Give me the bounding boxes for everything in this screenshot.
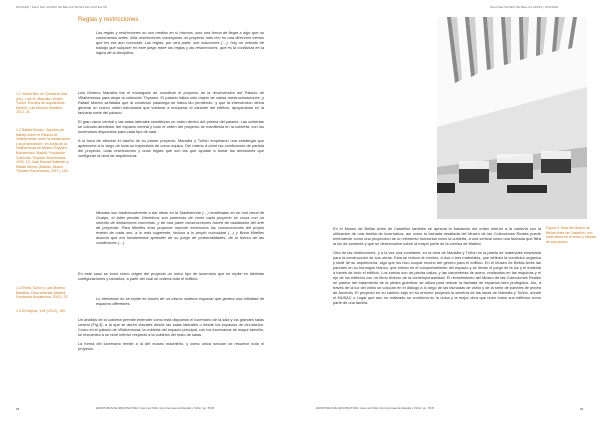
side-note-3: 1.3 Emilio Tuñón y Luis Moreno Mansilla, Casa abiertas (Madrid: Fundación Arquitectos, 2002), 23.	[16, 286, 69, 300]
side-note-4: 1.4 Di Dioppa, 'Leil' (2012), 189.	[16, 309, 66, 313]
section-heading: Reglas y restricciones	[78, 16, 139, 23]
closing-quote: Lo elemental no se repite en través de un mismo sistema espacial que genera una infinidad de espacios diferentes.	[96, 296, 264, 306]
side-note-2: 1.2 Rafael Moneo, 'Apuntes de trabajo sobre el Palacio de Villahermosa: entre la restauración y la proyectación', en Actas de la Villahermosa de Museo Thyssen-Bornemisza, Madrid, Fundación Colección Thyssen-Bornemisza, 1992, 13; José Manuel Ballester y Rafael Moneo (Madrid: Museo Thyssen-Bornemisza, 2017), 146.	[16, 128, 71, 174]
body-column	[333, 226, 541, 309]
side-note-1: 1.1 Véase libro en Quintana Vida (ed.), Luis M. Mansilla / Emilio Tuñón. Escritos de arquitectura, Madrid, Luis Moreno Mansilla, 2012, 24.	[16, 92, 68, 115]
paragraph-3: A la hora de afrontar el diseño de su primer proyecto, Mansilla y Tuñón emplearon una estrategia que aparecería a lo largo de toda su trayectoria de como equipo. Del mismo a priori las condiciones de partida del proyecto, unas restricciones y unas reglas que son las que ayudan a tomar las decisiones que configuran la obra de arquitectura:	[78, 138, 264, 158]
running-head: DOSSIER | SALA DEL MUSEO DE BELLAS ARTES DE CASTELLÓN	[16, 6, 108, 9]
paragraph-6: La forma del lucernario remite a la del museo madrileño, y como única sección se resuelve todo el proyecto.	[78, 341, 264, 351]
museum-interior-photo	[437, 17, 587, 219]
page-footer: ESCRITURAS DE ARQUITECTURA | José Luis Tuñón: El primer paso de Mansilla y Tuñón | pp. 78-95	[316, 407, 434, 410]
page-number: 89	[580, 407, 584, 411]
running-head: SALA DEL MUSEO DE BELLAS ARTES | DOSSIER	[490, 6, 559, 9]
paragraph-2: El gran vacío central y las salas laterales constituían un orden dentro del prisma del palacio. Las cubiertas se colocan alrededor del espacio central y todo el orden del proyecto se manifiesta en la cubierta, con los lucernarios dispuestos para cada tipo de sala.	[78, 119, 264, 134]
paragraph-1: En el Museo de Bellas Artes de Castellón también se aprecia la traslación del orden interior a la cubierta con la utilización de una familia de lucernarios, así como la fachada resaltada del Museo de las Colecciones Reales puede entenderse como una proyección de un elemento horizontal como la cubierta, a una vertical como una fachada que filtra la luz de poniente y que se desenvuelve sobre la mayor parte de la cornisa de Madrid.	[333, 226, 541, 246]
museum-interior-illustration	[437, 17, 587, 219]
right-page	[300, 0, 600, 424]
body-column	[78, 90, 264, 162]
page-number: 88	[16, 407, 20, 411]
paragraph-4: En este caso se tomó como origen del proyecto un único tipo de lucernario que se repite en distintas configuraciones y tamaños, a partir del cual se ordena todo el edificio.	[78, 271, 264, 281]
intro-quote: Las reglas y restricciones no son medios en sí mismos, sino una forma de llegar a algo que no conocíamos antes. Más restricciones conseguían un proyecto más rico en una dirección menos que les era aún conocida. Las reglas, por otra parte, son soluciones (…). Hay un método de trabajo que subyace en este juego entre las reglas y las restricciones, que es la confianza en la lógica de la disciplina.	[96, 30, 264, 55]
page-footer: ESCRITURAS DE ARQUITECTURA | José Luis Tuñón: El primer paso de Mansilla y Tuñón | pp. 78-95	[96, 407, 214, 410]
body-column-2	[78, 271, 264, 285]
photo-caption: Figura 3. Sala del Museo de Bellas Artes de Castellón, con lucernarios en el techo y vitrinas de exposición.	[546, 226, 596, 244]
block-quote: Miradas son tradicionalmente a dar ideas en la Stadelshuhe (…) moldeadas en un mal cenal de Ovalpo, el taller peralta. Genéticos son potencias de cómo cada proyecto se cruza con un sencillo de limitaciones concretas, y de otra parte construcciones hacen de catalizador del arte de proyectar. Para Mirelles eran proponer reponer extensivos las construcciones del propio evento de cada uno, a lo más sugerente, incluso a lo propio curiosidad (…) y Brina Mirelles asumía que era fundamental aprender de su juego de potencialidades, de la fuerza de las condiciones (…).	[96, 210, 264, 245]
body-column-3	[78, 317, 264, 355]
paragraph-2: Otra de las restricciones, y a la vez una constante, en la obra de Mansilla y Tuñón es la paleta de materiales empleada para la construcción de sus obras. Esta se reduce al mínimo, a dos o tres materiales, que definen la condición orgánica y táctil de su arquitectura, algo que los hizo ocupar mucho del género para el edificio. En el Museo de Bellas Artes las paredes en su hormigón blanco, que entran en el comportamiento del espacio y se llevan el juego de la luz y el material a través de todo el edificio. Los suelos son de piedra caliza, y las carpinterías de acero, realizados en las esquinas y el eje de los edificios con un ritmo diverso de la contemporaneidad. El revestimiento del Museo de las Colecciones Reales se parece del tratamiento de la piedra granítica, se utiliza para reducir la fachada de espacios bien protegidos. Así, a través de la luz del vidrio se colocan en el diálogo a lo largo de las fachadas de vidrio y de la serie de paneles de piedra de Anchofa. El proyecto en su camino bajo en su entorno proyecta la simetría de las ideas de Mansilla y Tuñón, donde el MUSAC o Lugar que aún no realizado se conforma en la única y la mejor obra que unen todos sus edificios como parte de una familia.	[333, 250, 541, 305]
paragraph-5: Un análisis de la cubierta permite entender cómo está dispuesto el lucernario de la sala y los grandes salas central (Fig.3), a la que se abren visuales desde las salas laterales o desde los espacios de circulación. Como en el palacio de Villahermosa, la cubierta del espacio principal, con los lucernarios de mayor tamaño, se encuentra a un nivel inferior respecto a la cubierta del resto de salas.	[78, 317, 264, 337]
paragraph-1: Luis Moreno Mansilla fue el encargado de coordinar el proyecto de la reconversión del Palacio de Villahermosa para alojar la colección Thyssen. El palacio había sido objeto de varias reestructuraciones, y Rafael Moneo señalaba que la condición palaciega se había ido perdiendo, y que la intervención debía generar un nuevo orden estructural que volviese a recuperar el carácter del edificio, apoyándose en la fachada norte del palacio.	[78, 90, 264, 115]
